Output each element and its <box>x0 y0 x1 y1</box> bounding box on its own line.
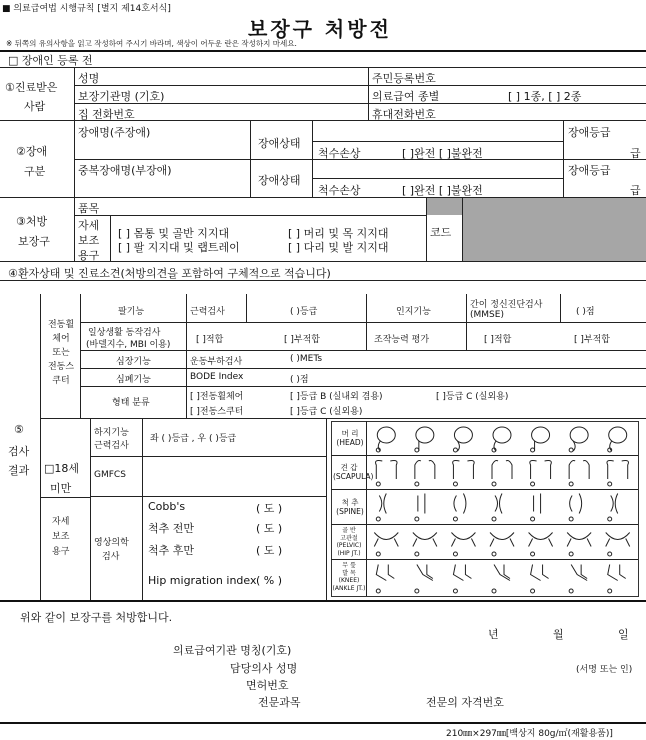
hip-migration-field[interactable]: ( % ) <box>256 574 283 587</box>
kyphosis-field[interactable]: ( 도 ) <box>256 544 283 557</box>
posture-figure-pelvic <box>567 533 591 557</box>
bode-label: BODE Index <box>190 372 244 382</box>
posture-figure-spine <box>531 494 541 522</box>
paper-spec: 210㎜×297㎜[백상지 80g/㎡(재활용품)] <box>446 729 613 739</box>
operation-label: 조작능력 평가 <box>374 335 430 345</box>
pre-registration-checkbox[interactable]: □ 장애인 등록 전 <box>8 54 93 67</box>
disability-section-label: ②장애 <box>16 145 48 158</box>
posture-figure-scapula <box>453 461 475 487</box>
posture-figure-scapula <box>530 461 552 487</box>
operation-unfit-option[interactable]: [ ]부적합 <box>574 335 610 345</box>
license-label: 면허번호 <box>246 679 289 692</box>
instruction-note: ※ 뒤쪽의 유의사항을 읽고 작성하여 주시기 바라며, 색상이 어두운 란은 작성하지 마세요. <box>6 39 297 48</box>
lordosis-label: 척추 전만 <box>148 522 195 535</box>
institution-label: 의료급여기관 명칭(기호) <box>173 644 292 657</box>
patient-section-label-2: 사람 <box>24 100 46 113</box>
shaded-cell <box>427 198 462 215</box>
grade-b-option[interactable]: [ ]등급 B (실내외 겸용) <box>290 392 383 402</box>
posture-figure-knee <box>415 565 433 594</box>
posture-figure-knee <box>492 565 510 594</box>
mmse-score-field[interactable]: ( )점 <box>576 307 595 317</box>
bode-score-field[interactable]: ( )점 <box>290 375 309 385</box>
imaging-label: 영상의학 <box>94 538 129 548</box>
adl-fit-option[interactable]: [ ]적합 <box>196 335 224 345</box>
posture-figure-scapula <box>569 461 589 487</box>
posture-diagrams <box>367 421 637 596</box>
item-label: 품목 <box>78 202 100 215</box>
lower-limb-label: 하지기능 <box>94 428 129 438</box>
page-title: 보장구 처방전 <box>248 17 392 41</box>
mobile-phone-label: 휴대전화번호 <box>372 108 436 121</box>
specialist-number-label: 전문의 자격번호 <box>426 696 504 709</box>
arm-grade-field[interactable]: ( )등급 <box>290 307 318 317</box>
arm-laptray-option[interactable]: [ ] 팔 지지대 및 랩트레이 <box>118 241 240 254</box>
main-disability-label: 장애명(주장애) <box>78 126 151 139</box>
spinal-injury-options-1[interactable]: [ ]완전 [ ]불완전 <box>402 147 483 160</box>
posture-figure-knee <box>608 565 626 594</box>
posture-figure-head <box>453 427 472 452</box>
exam-section-label-3: 결과 <box>8 464 30 477</box>
mmse-label: 간이 정신진단검사 <box>470 300 543 310</box>
power-scooter-option[interactable]: [ ]전동스쿠터 <box>190 407 244 417</box>
posture-figure-spine <box>569 494 582 522</box>
adl-unfit-option[interactable]: [ ]부적합 <box>284 335 320 345</box>
spinal-injury-label-1: 척수손상 <box>318 147 361 160</box>
posture-figure-pelvic <box>374 533 398 557</box>
findings-label: ④환자상태 및 진료소견(처방의견을 포함하여 구체적으로 적습니다) <box>8 267 331 280</box>
form-class-label: 형태 분류 <box>112 398 150 408</box>
head-neck-support-option[interactable]: [ ] 머리 및 목 지지대 <box>288 227 389 240</box>
code-label: 코드 <box>430 226 452 239</box>
disability-status-label-2: 장애상태 <box>258 174 301 187</box>
spinal-injury-label-2: 척수손상 <box>318 184 361 197</box>
wheelchair-grade-c-option[interactable]: [ ]등급 C (실외용) <box>436 392 509 402</box>
disability-grade-label-2: 장애등급 <box>568 164 611 177</box>
operation-fit-option[interactable]: [ ]적합 <box>484 335 512 345</box>
doctor-name-label: 담당의사 성명 <box>230 662 298 675</box>
prescription-statement: 위와 같이 보장구를 처방합니다. <box>20 611 173 624</box>
posture-figure-knee <box>569 565 587 594</box>
posture-figure-pelvic <box>413 533 437 557</box>
posture-figure-spine <box>453 494 466 522</box>
cobbs-field[interactable]: ( 도 ) <box>256 502 283 515</box>
posture-figure-knee <box>531 565 549 594</box>
mets-field[interactable]: ( )METs <box>290 354 323 364</box>
adl-label: 일상생활 동작검사 <box>88 328 161 338</box>
posture-figure-knee <box>453 565 471 594</box>
arm-function-label: 팔기능 <box>118 307 145 317</box>
name-label: 성명 <box>78 72 100 85</box>
posture-figure-scapula <box>415 461 435 487</box>
signature-note: (서명 또는 인) <box>576 665 633 675</box>
posture-label-1: 자세 <box>78 219 100 232</box>
patient-section-label: ①진료받은 <box>5 81 58 94</box>
lordosis-field[interactable]: ( 도 ) <box>256 522 283 535</box>
power-device-label: 전동휠 체어 또는 전동스 쿠터 <box>47 320 75 386</box>
muscle-test-label: 근력검사 <box>190 307 225 317</box>
disability-section-label-2: 구분 <box>24 165 46 178</box>
posture-figure-head <box>569 427 588 452</box>
imaging-label-2: 검사 <box>102 552 120 562</box>
exam-section-label: ⑤ <box>14 423 24 436</box>
posture-figure-pelvic <box>606 533 630 557</box>
spinal-injury-options-2[interactable]: [ ]완전 [ ]불완전 <box>402 184 483 197</box>
under-18-label: 미만 <box>50 482 72 495</box>
adl-label-2: (바델지수, MBI 이용) <box>86 340 171 350</box>
posture-figure-scapula <box>607 461 629 487</box>
power-wheelchair-option[interactable]: [ ]전동휠체어 <box>190 392 244 402</box>
prescription-section-label: ③처방 <box>16 215 48 228</box>
diagram-spine-label: 척 추 (SPINE) <box>336 498 364 516</box>
aid-type-options[interactable]: [ ] 1종, [ ] 2종 <box>508 90 582 103</box>
posture-figure-head <box>608 427 627 452</box>
posture-figure-spine <box>415 494 425 522</box>
under-18-checkbox[interactable]: □18세 <box>44 462 80 475</box>
posture-figure-pelvic <box>451 533 475 557</box>
diagram-head-label: 머 리 (HEAD) <box>336 429 364 447</box>
scooter-grade-c-option[interactable]: [ ]등급 C (실외용) <box>290 407 363 417</box>
year-label: 년 <box>488 628 499 641</box>
posture-figure-knee <box>376 565 394 594</box>
trunk-pelvis-support-option[interactable]: [ ] 몸통 및 골반 지지대 <box>118 227 230 240</box>
insurer-label: 보장기관명 (기호) <box>78 90 165 103</box>
home-phone-label: 집 전화번호 <box>78 108 135 121</box>
exercise-test-label: 운동부하검사 <box>190 357 243 367</box>
cardiac-label: 심장기능 <box>116 357 151 367</box>
leg-foot-support-option[interactable]: [ ] 다리 및 발 지지대 <box>288 241 389 254</box>
shaded-code-field <box>463 198 646 261</box>
mmse-label-2: (MMSE) <box>470 310 504 320</box>
kyphosis-label: 척추 후만 <box>148 544 195 557</box>
hip-migration-label: Hip migration index <box>148 574 257 587</box>
posture-figure-scapula <box>376 461 398 487</box>
secondary-disability-label: 중복장애명(부장애) <box>78 164 172 177</box>
posture-figure-spine <box>492 494 502 522</box>
diagram-knee-ankle-label: 무 릎 발 목 (KNEE) (ANKLE JT.) <box>332 562 366 592</box>
exam-section-label-2: 검사 <box>8 445 30 458</box>
posture-figure-head <box>492 427 511 452</box>
cobbs-label: Cobb's <box>148 500 186 513</box>
posture-label-2: 보조 <box>78 234 100 247</box>
day-label: 일 <box>618 628 629 641</box>
prescription-section-label-2: 보장구 <box>18 235 50 248</box>
cognitive-label: 인지기능 <box>396 307 431 317</box>
posture-figure-pelvic <box>529 533 553 557</box>
posture-figure-head <box>415 427 434 452</box>
department-label: 전문과목 <box>258 696 301 709</box>
pulmonary-label: 심폐기능 <box>116 375 151 385</box>
posture-label-3: 용구 <box>78 249 100 262</box>
disability-status-label-1: 장애상태 <box>258 137 301 150</box>
form-reference: ■ 의료급여법 시행규칙 [별지 제14호서식] <box>2 4 171 14</box>
resident-number-label: 주민등록번호 <box>372 72 436 85</box>
grade-unit-1: 급 <box>630 147 641 160</box>
disability-grade-label-1: 장애등급 <box>568 126 611 139</box>
gmfcs-label: GMFCS <box>94 470 126 480</box>
posture-figure-head <box>376 427 395 452</box>
posture-figure-scapula <box>492 461 512 487</box>
posture-figure-spine <box>608 494 618 522</box>
month-label: 월 <box>553 628 564 641</box>
posture-figure-pelvic <box>490 533 514 557</box>
lower-limb-label-2: 근력검사 <box>94 441 129 451</box>
diagram-scapula-label: 견 갑 (SCAPULA) <box>333 463 374 481</box>
grade-unit-2: 급 <box>630 184 641 197</box>
aid-type-label: 의료급여 종별 <box>372 90 440 103</box>
posture-aid-label: 자세 보조 용구 <box>52 517 70 557</box>
posture-figure-head <box>531 427 550 452</box>
left-right-grade-field[interactable]: 좌 ( )등급 , 우 ( )등급 <box>150 434 237 444</box>
posture-figure-spine <box>376 494 386 522</box>
diagram-pelvic-label: 골 반 고관절 (PELVIC) (HIP JT.) <box>336 527 362 557</box>
